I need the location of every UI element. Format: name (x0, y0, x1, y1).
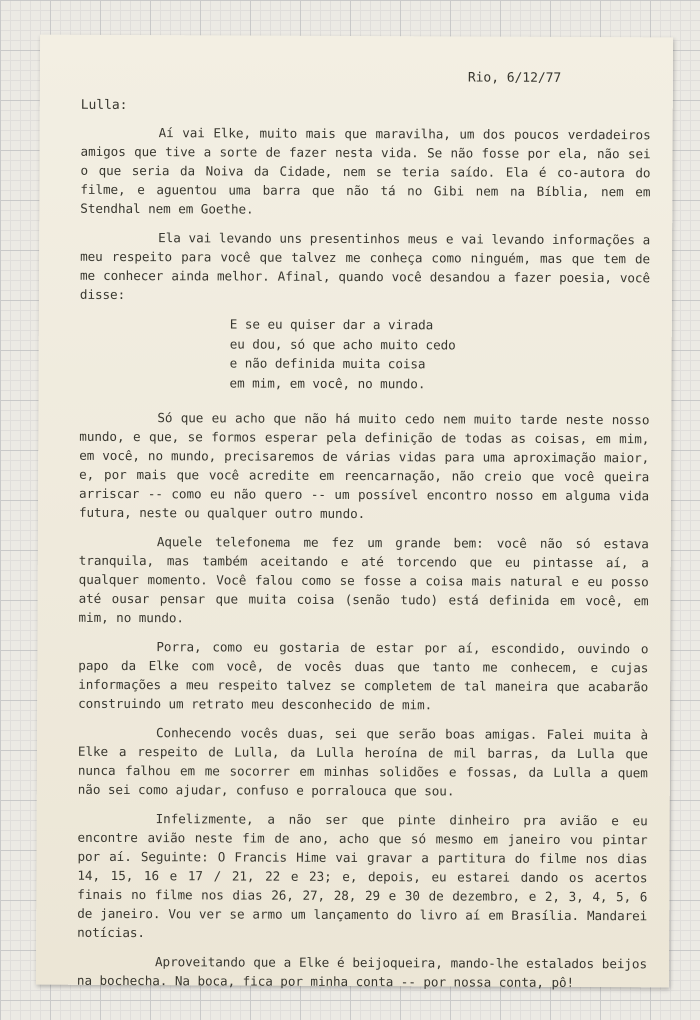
letter-greeting: Lulla: (80, 97, 128, 114)
letter-body (77, 123, 651, 1002)
letter-sheet (36, 35, 673, 988)
poem-line: e não definida muita coisa (229, 355, 426, 372)
paragraph-7: Infelizmente, a não ser que pinte dinheiro pra avião e eu encontre avião neste fim de ano, acho que só mesmo em janeiro vou pintar por aí. Seguinte: O Francis Hime vai gravar a partitura do filme nos dias 14, 15, 16 e 17 / 21, 22 e 23; e, depois, eu estarei dando os acertos finais no filme nos dias 26, 27, 28, 29 e 30 de dezembro, e 2, 3, 4, 5, 6 de janeiro. Vou ver se armo um lançamento do livro aí em Brasília. Mandarei notícias. (77, 811, 648, 941)
poem-line: eu dou, só que acho muito cedo (229, 335, 456, 352)
paragraph-1: Aí vai Elke, muito mais que maravilha, um dos poucos verdadeiros amigos que tive a sorte de fazer nesta vida. Se não fosse por ela, não sei o que seria da Noiva da Cidade, nem se teria saído. Ela é co-autora do filme, e aguentou uma barra que não tá no Gibi nem na Bíblia, nem em Stendhal nem em Goethe. (80, 125, 651, 217)
paragraph-2: Ela vai levando uns presentinhos meus e vai levando informações a meu respeito para você que talvez me conheça como ninguém, mas que tem de me conhecer ainda melhor. Afinal, quando você desandou a fazer poesia, você disse: (79, 230, 651, 302)
poem-line: E se eu quiser dar a virada (229, 316, 434, 333)
poem-quote (230, 314, 650, 394)
paragraph-6: Conhecendo vocês duas, sei que serão boas amigas. Falei muita à Elke a respeito de Lulla, da Lulla heroína de mil barras, da Lulla que nunca falhou em me socorrer em minhas solidões e fossas, da Lulla a quem não sei como ajudar, confuso e porralouca que sou. (77, 725, 649, 799)
poem-line: em mim, em você, no mundo. (229, 374, 426, 391)
paragraph-8: Aproveitando que a Elke é beijoqueira, mando-lhe estalados beijos na bochecha. Na boca, fica por minha conta -- por nossa conta, pô! (76, 954, 648, 990)
paragraph-4: Aquele telefonema me fez um grande bem: você não só estava tranquila, mas também aceitando e até torcendo que eu pintasse aí, a qualquer momento. Você falou como se fosse a coisa mais natural e eu posso até ousar pensar que muita coisa (senão tudo) está definida em você, em mim, no mundo. (78, 534, 649, 626)
letter-date: Rio, 6/12/77 (467, 70, 562, 86)
paragraph-3: Só que eu acho que não há muito cedo nem muito tarde neste nosso mundo, e que, se formos esperar pela definição de todas as coisas, em mim, em você, no mundo, precisaremos de várias vidas para uma aproximação maior, e, por mais que você acredite em reencarnação, não creio que você queira arriscar -- como eu não quero -- um possível encontro nosso em alguma vida futura, neste ou qualquer outro mundo. (78, 410, 650, 522)
paragraph-5: Porra, como eu gostaria de estar por aí, escondido, ouvindo o papo da Elke com você, de vocês duas que tanto me conhecem, e cujas informações a meu respeito talvez se completem de tal maneira que acabarão construindo um retrato meu desconhecido de mim. (78, 639, 649, 713)
